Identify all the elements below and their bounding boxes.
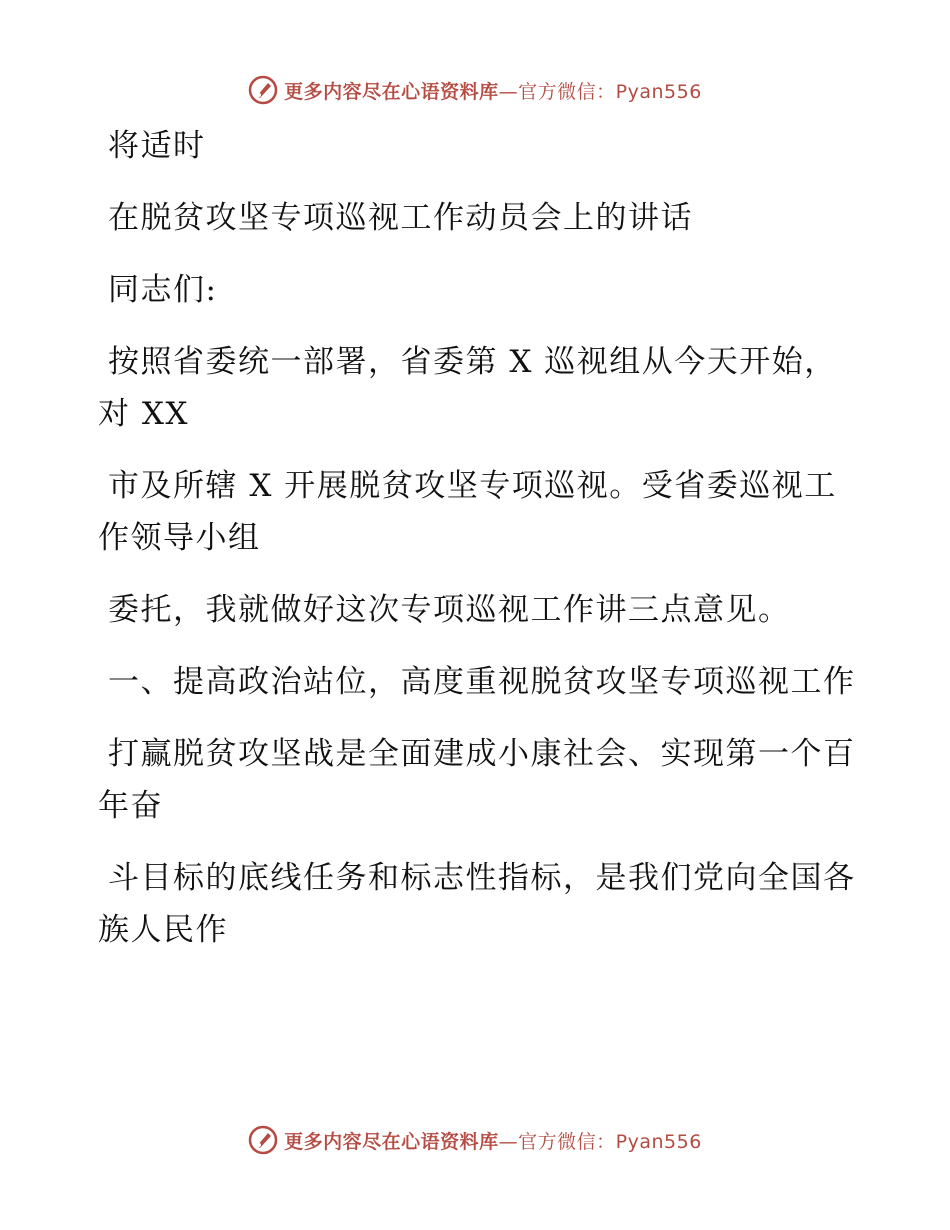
- paragraph: 将适时: [108, 128, 206, 164]
- watermark-brand: 更多内容尽在心语资料库: [284, 1130, 499, 1153]
- paragraph: 按照省委统一部署，省委第 X 巡视组从今天开始，对 XX: [98, 344, 837, 432]
- footer-watermark-banner: [0, 1120, 950, 1160]
- paragraph: 委托，我就做好这次专项巡视工作讲三点意见。: [108, 592, 791, 628]
- paragraph: 斗目标的底线任务和标志性指标，是我们党向全国各族人民作: [98, 860, 856, 948]
- paragraph: 市及所辖 X 开展脱贫攻坚专项巡视。受省委巡视工作领导小组: [98, 468, 837, 556]
- watermark-separator: —: [498, 1130, 519, 1153]
- watermark-text: [284, 1127, 702, 1154]
- paragraph: 打赢脱贫攻坚战是全面建成小康社会、实现第一个百年奋: [98, 736, 856, 824]
- watermark-contact: 官方微信：Pyan556: [518, 80, 702, 103]
- quill-pen-logo-icon: [248, 1125, 278, 1155]
- watermark-contact: 官方微信：Pyan556: [518, 1130, 702, 1153]
- document-body: [98, 120, 858, 976]
- salutation: 同志们:: [108, 272, 218, 308]
- header-watermark-banner: [0, 70, 950, 110]
- speech-title: 在脱贫攻坚专项巡视工作动员会上的讲话: [108, 200, 693, 236]
- quill-pen-logo-icon: [248, 75, 278, 105]
- watermark-text: [284, 77, 702, 104]
- section-heading: 一、提高政治站位，高度重视脱贫攻坚专项巡视工作: [108, 664, 856, 700]
- watermark-brand: 更多内容尽在心语资料库: [284, 80, 499, 103]
- watermark-separator: —: [498, 80, 519, 103]
